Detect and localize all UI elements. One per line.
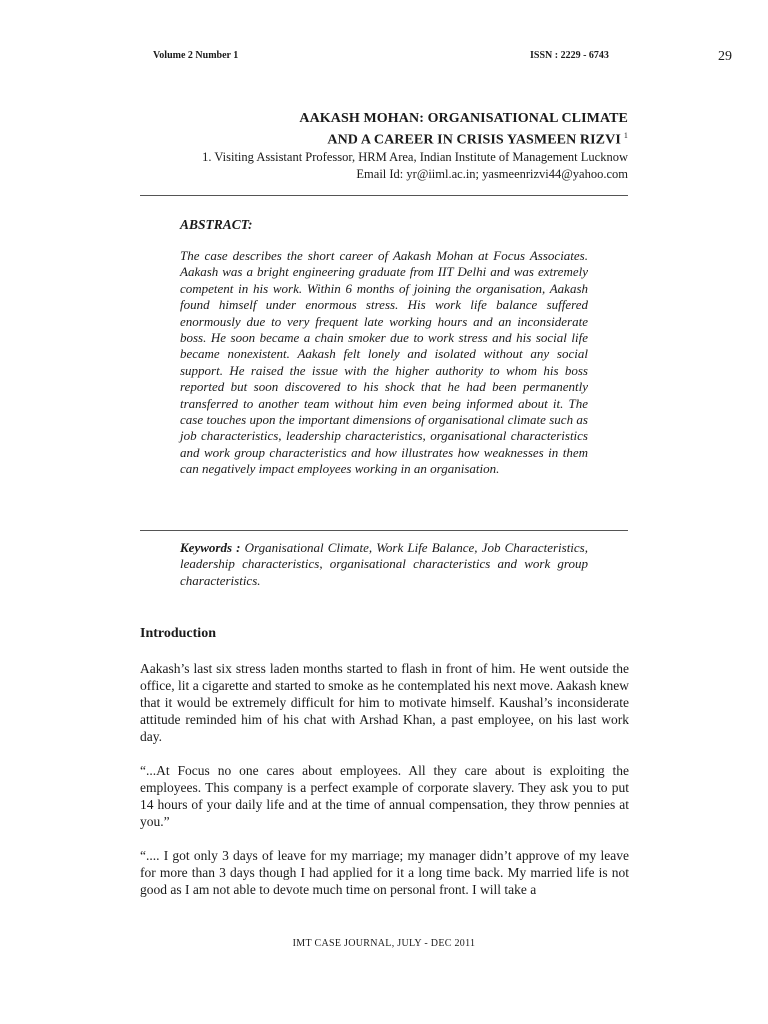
keywords-block: [180, 540, 588, 589]
title-line-1: AAKASH MOHAN: ORGANISATIONAL CLIMATE: [299, 111, 628, 126]
abstract-body: The case describes the short career of Aakash Mohan at Focus Associates. Aakash was a bright engineering graduate from IIT Delhi and was extremely competent in his work. Within 6 months of joining the organisation, Aakash found himself under enormous stress. His work life balance suffered enormously due to very frequent late working hours and an inconsiderate boss. He soon became a chain smoker due to work stress and his social life became nonexistent. Aakash felt lonely and isolated without any social support. He raised the issue with the higher authority to whom his boss reported but soon discovered to his shock that he had been permanently transferred to another team without him even being informed about it. The case touches upon the important dimensions of organisational climate such as job characteristics, leadership characteristics, organisational characteristics and work group characteristics and how illustrates how weaknesses in them can negatively impact employees working in an organisation.: [180, 248, 588, 477]
body-paragraph: “...At Focus no one cares about employees. All they care about is exploiting the employees. This company is a perfect example of corporate slavery. They ask you to put 14 hours of your daily life and at the time of annual compensation, they throw pennies at you.”: [140, 763, 629, 829]
journal-volume: Volume 2 Number 1: [153, 50, 239, 61]
page-number: 29: [718, 49, 732, 64]
keywords-label: Keywords :: [180, 540, 241, 555]
journal-footer: IMT CASE JOURNAL, JULY - DEC 2011: [292, 938, 476, 949]
abstract-heading: ABSTRACT:: [180, 217, 253, 232]
body-paragraph: Aakash’s last six stress laden months started to flash in front of him. He went outside the office, lit a cigarette and started to smoke as he contemplated his next move. Aakash knew that it would be extremely difficult for him to motivate himself. Kaushal’s inconsiderate attitude reminded him of his chat with Arshad Khan, a past employee, on his last work day.: [140, 661, 629, 744]
abstract-top-divider: [140, 195, 628, 196]
abstract-bottom-divider: [140, 530, 628, 531]
title-line-2-text: AND A CAREER IN CRISIS YASMEEN RIZVI: [327, 132, 621, 148]
keywords-text: Organisational Climate, Work Life Balance, Job Characteristics, leadership characteristics, organisational characteristics and work group characteristics.: [180, 540, 588, 588]
article-title: [299, 110, 628, 149]
author-affiliation: 1. Visiting Assistant Professor, HRM Area, Indian Institute of Management Lucknow: [202, 150, 628, 164]
introduction-heading: Introduction: [140, 626, 216, 641]
title-line-2: [299, 127, 628, 149]
journal-issn: ISSN : 2229 - 6743: [530, 50, 609, 61]
body-paragraph: “.... I got only 3 days of leave for my marriage; my manager didn’t approve of my leave for more than 3 days though I had applied for it a long time back. My married life is not good as I am not able to devote much time on personal front. I will take a: [140, 848, 629, 897]
author-email: Email Id: yr@iiml.ac.in; yasmeenrizvi44@yahoo.com: [356, 167, 628, 181]
author-footnote-marker: 1: [623, 131, 628, 140]
